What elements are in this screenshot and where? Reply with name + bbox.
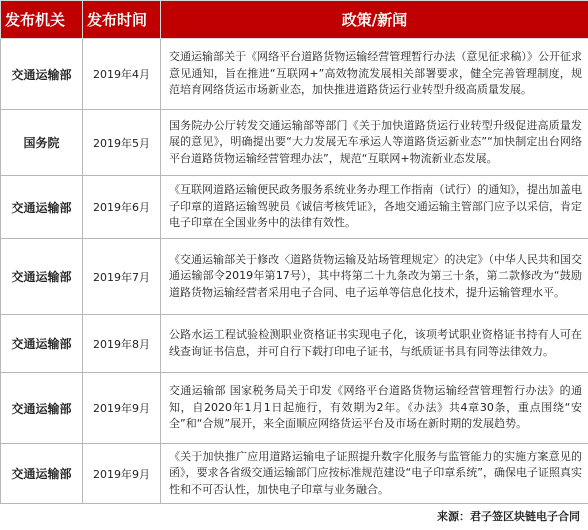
table-row <box>1 373 588 444</box>
cell-date: 2019年9月 <box>83 373 161 444</box>
table-header-row <box>1 1 588 39</box>
cell-date: 2019年7月 <box>83 239 161 315</box>
header-content: 政策/新闻 <box>161 1 588 39</box>
cell-content: 公路水运工程试验检测职业资格证书实现电子化，该项考试职业资格证书持有人可在线查询证书信息，并可自行下载打印电子证书，与纸质证书具有同等法律效力。 <box>161 315 588 373</box>
cell-content: 《关于加快推广应用道路运输电子证照提升数字化服务与监管能力的实施方案意见的函》，要求各省级交通运输部门应按标准规范建设“电子印章系统”，确保电子证照真实性和不可否认性，加快电子印章与业务融合。 <box>161 444 588 504</box>
cell-org: 国务院 <box>1 110 83 176</box>
table-row <box>1 315 588 373</box>
cell-content: 交通运输部关于《网络平台道路货物运输经营管理暂行办法（意见征求稿）》公开征求意见通知，旨在推进“互联网+”高效物流发展相关部署要求，健全完善管理制度，规范培育网络货运市场新业态，加快推进道路货运行业转型升级高质量发展。 <box>161 39 588 110</box>
cell-org: 交通运输部 <box>1 373 83 444</box>
table-row <box>1 239 588 315</box>
cell-org: 交通运输部 <box>1 444 83 504</box>
table-row <box>1 444 588 504</box>
cell-org: 交通运输部 <box>1 176 83 239</box>
table-row <box>1 176 588 239</box>
cell-date: 2019年4月 <box>83 39 161 110</box>
header-date: 发布时间 <box>83 1 161 39</box>
cell-date: 2019年9月 <box>83 444 161 504</box>
table-row <box>1 110 588 176</box>
cell-date: 2019年5月 <box>83 110 161 176</box>
table-row <box>1 39 588 110</box>
cell-org: 交通运输部 <box>1 239 83 315</box>
cell-content: 交通运输部 国家税务局关于印发《网络平台道路货物运输经营管理暂行办法》的通知，自2020年1月1日起施行，有效期为2年。《办法》共4章30条，重点围绕“安全”和“合规”展开，来全面顺应网络货运平台及市场在新时期的发展趋势。 <box>161 373 588 444</box>
source-caption: 来源：君子签区块链电子合同 <box>437 510 580 523</box>
cell-content: 《互联网道路运输便民政务服务系统业务办理工作指南（试行）的通知》，提出加盖电子印章的道路运输驾驶员《诚信考核凭证》，各地交通运输主管部门应予以采信，肯定电子印章在全国业务中的法律有效性。 <box>161 176 588 239</box>
cell-content: 《交通运输部关于修改〈道路货物运输及站场管理规定〉的决定》（中华人民共和国交通运输部令2019年第17号），其中将第二十九条改为第三十条，第二款修改为“鼓励道路货物运输经营者采用电子合同、电子运单等信息化技术，提升运输管理水平。 <box>161 239 588 315</box>
cell-date: 2019年6月 <box>83 176 161 239</box>
header-org: 发布机关 <box>1 1 83 39</box>
cell-org: 交通运输部 <box>1 315 83 373</box>
cell-org: 交通运输部 <box>1 39 83 110</box>
cell-content: 国务院办公厅转发交通运输部等部门《关于加快道路货运行业转型升级促进高质量发展的意见》，明确提出要“大力发展无车承运人等道路货运新业态”“加快制定出台网络平台道路货物运输经营管理办法”，规范“互联网+物流新业态发展。 <box>161 110 588 176</box>
cell-date: 2019年8月 <box>83 315 161 373</box>
